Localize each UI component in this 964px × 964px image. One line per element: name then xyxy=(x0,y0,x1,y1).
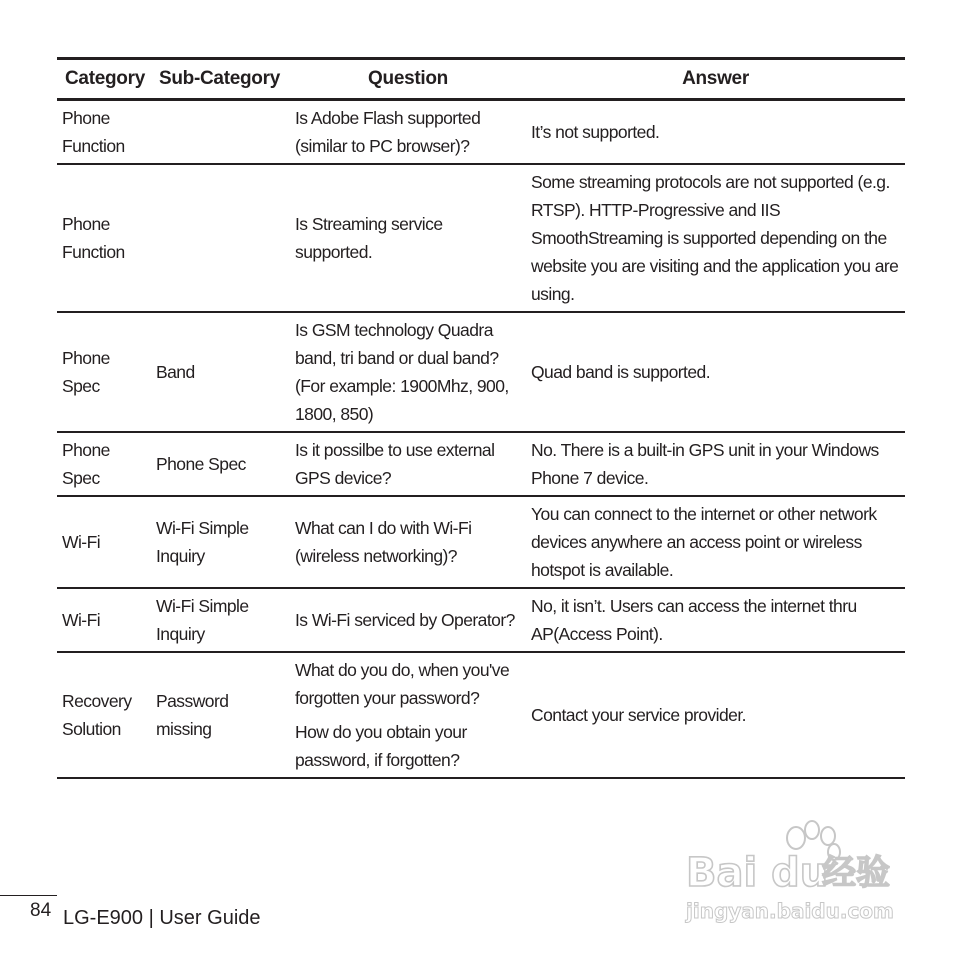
header-sub-category: Sub-Category xyxy=(151,59,290,100)
question-text: Is GSM technology Quadra band, tri band or dual band? (For example: 1900Mhz, 900, 1800, 850) xyxy=(295,320,509,424)
question-text: What do you do, when you've forgotten your password? xyxy=(295,660,510,708)
baidu-jingyan-watermark xyxy=(684,818,908,926)
answer-cell: No, it isn’t. Users can access the internet thru AP(Access Point). xyxy=(526,588,905,652)
faq-row xyxy=(57,164,905,312)
header-answer: Answer xyxy=(526,59,905,100)
question-text: What can I do with Wi-Fi (wireless networking)? xyxy=(295,518,472,566)
answer-cell: No. There is a built-in GPS unit in your Windows Phone 7 device. xyxy=(526,432,905,496)
faq-row xyxy=(57,588,905,652)
answer-cell: Quad band is supported. xyxy=(526,312,905,432)
question-text: Is Adobe Flash supported (similar to PC browser)? xyxy=(295,108,481,156)
guide-title: LG-E900 | User Guide xyxy=(63,907,261,929)
answer-cell: You can connect to the internet or other network devices anywhere an access point or wireless hotspot is available. xyxy=(526,496,905,588)
category-cell: Phone Spec xyxy=(57,312,151,432)
faq-table-header xyxy=(57,59,905,100)
sub-category-cell xyxy=(151,164,290,312)
category-cell: Phone Function xyxy=(57,164,151,312)
category-cell: Phone Function xyxy=(57,100,151,165)
question-text: Is Streaming service supported. xyxy=(295,214,443,262)
page-number: 84 xyxy=(30,900,52,921)
category-cell: Wi-Fi xyxy=(57,588,151,652)
answer-cell: It’s not supported. xyxy=(526,100,905,165)
watermark-url: jingyan.baidu.com xyxy=(686,899,894,923)
faq-row xyxy=(57,100,905,165)
question-text: Is Wi-Fi serviced by Operator? xyxy=(295,610,515,630)
question-cell xyxy=(290,164,526,312)
faq-table-body xyxy=(57,100,905,779)
question-cell xyxy=(290,312,526,432)
question-cell xyxy=(290,100,526,165)
watermark-cn: 经验 xyxy=(822,853,890,893)
question-text: How do you obtain your password, if forgotten? xyxy=(295,722,467,770)
question-cell xyxy=(290,588,526,652)
watermark-brand: Bai du xyxy=(686,850,829,896)
faq-row xyxy=(57,652,905,778)
question-cell xyxy=(290,496,526,588)
category-cell: Phone Spec xyxy=(57,432,151,496)
category-cell: Wi-Fi xyxy=(57,496,151,588)
faq-row xyxy=(57,432,905,496)
category-cell: Recovery Solution xyxy=(57,652,151,778)
sub-category-cell: Phone Spec xyxy=(151,432,290,496)
sub-category-cell: Wi-Fi Simple Inquiry xyxy=(151,588,290,652)
faq-row xyxy=(57,496,905,588)
question-cell xyxy=(290,432,526,496)
sub-category-cell: Wi-Fi Simple Inquiry xyxy=(151,496,290,588)
question-text: Is it possilbe to use external GPS device? xyxy=(295,440,495,488)
header-question: Question xyxy=(290,59,526,100)
faq-row xyxy=(57,312,905,432)
footer-rule xyxy=(0,895,57,896)
question-cell xyxy=(290,652,526,778)
answer-cell: Some streaming protocols are not supported (e.g. RTSP). HTTP-Progressive and IIS SmoothStreaming is supported depending on the website you are visiting and the application you are using. xyxy=(526,164,905,312)
sub-category-cell xyxy=(151,100,290,165)
sub-category-cell: Password missing xyxy=(151,652,290,778)
header-category: Category xyxy=(57,59,151,100)
sub-category-cell: Band xyxy=(151,312,290,432)
answer-cell: Contact your service provider. xyxy=(526,652,905,778)
faq-table xyxy=(57,57,905,779)
